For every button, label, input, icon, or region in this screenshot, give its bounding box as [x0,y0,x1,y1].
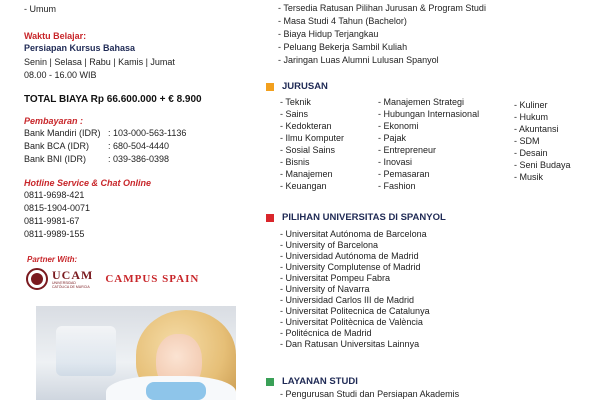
ucam-seal-icon [26,268,48,290]
campus-spain-logo: CAMPUS SPAIN [105,273,200,285]
ucam-logo-text: UCAM [52,268,94,282]
hotline-number: 0811-9698-421 [24,190,85,200]
list-item: - Universitat Pompeu Fabra [280,273,391,283]
list-item: - University of Navarra [280,284,370,294]
bank-row [24,128,186,139]
list-item: - Entrepreneur [378,145,437,155]
lab-student-photo [36,306,236,400]
universities-list [280,229,430,350]
bank-row [24,154,186,165]
list-item: - Universidad Carlos III de Madrid [280,295,415,305]
payment-heading: Pembayaran : [24,116,84,126]
bank-row [24,141,186,152]
schedule-days: Senin | Selasa | Rabu | Kamis | Jumat [24,57,175,67]
ucam-logo-subtext-2: CATÓLICA DE MURCIA [52,285,90,289]
schedule-title: Persiapan Kursus Bahasa [24,43,136,53]
list-item: - Akuntansi [514,124,559,134]
hotline-number: 0811-9989-155 [24,229,85,239]
list-item: - Pajak [378,133,407,143]
layanan-list [280,389,459,400]
list-item: - Bisnis [280,157,310,167]
list-item: - Manajemen Strategi [378,97,465,107]
list-item: - Universidad Autónoma de Madrid [280,251,419,261]
list-item: - Hukum [514,112,549,122]
ucam-logo-subtext: UNIVERSIDAD [52,281,76,285]
layanan-heading [266,376,358,387]
bank-account: : 039-386-0398 [108,154,170,164]
universities-heading [266,212,446,223]
list-item: - Keuangan [280,181,327,191]
list-item: - Peluang Bekerja Sambil Kuliah [278,42,408,52]
list-item: - Masa Studi 4 Tahun (Bachelor) [278,16,407,26]
list-item: - Biaya Hidup Terjangkau [278,29,379,39]
hotline-number: 0815-1904-0071 [24,203,91,213]
green-square-icon [266,378,274,386]
list-item: - Teknik [280,97,311,107]
list-item: - Tersedia Ratusan Pilihan Jurusan & Program Studi [278,3,486,13]
list-item: - Manajemen [280,169,333,179]
list-item: - Jaringan Luas Alumni Lulusan Spanyol [278,55,439,65]
list-item: - Fashion [378,181,416,191]
bank-name: Bank Mandiri (IDR) [24,128,101,138]
list-item: - Ekonomi [378,121,419,131]
ucam-logo [52,269,93,289]
list-item: - Kuliner [514,100,548,110]
list-item: - Dan Ratusan Universitas Lainnya [280,339,420,349]
list-item: - Universitat Politecnica de Catalunya [280,306,430,316]
list-item: - SDM [514,136,540,146]
jurusan-col-2 [378,96,479,192]
bank-account: : 103-000-563-1136 [108,128,187,138]
list-item: - Universitat Autónoma de Barcelona [280,229,427,239]
universities-title: PILIHAN UNIVERSITAS DI SPANYOL [282,212,446,223]
list-item: - Kedokteran [280,121,332,131]
list-item: - Musik [514,172,543,182]
total-cost: TOTAL BIAYA Rp 66.600.000 + € 8.900 [24,94,202,105]
schedule-hours: 08.00 - 16.00 WIB [24,70,97,80]
list-item: - Seni Budaya [514,160,571,170]
partner-logos [26,268,199,290]
list-item: - Hubungan Internasional [378,109,480,119]
list-item: - Politécnica de Madrid [280,328,372,338]
red-square-icon [266,214,274,222]
list-item: - Inovasi [378,157,413,167]
list-item: - University of Barcelona [280,240,379,250]
bank-list [24,128,186,165]
bank-account: : 680-504-4440 [108,141,170,151]
jurusan-col-1 [280,96,344,192]
list-item: - University Complutense of Madrid [280,262,421,272]
partner-heading: Partner With: [27,255,78,264]
list-item: - Sains [280,109,309,119]
list-item: - Ilmu Komputer [280,133,345,143]
list-item: - Pengurusan Studi dan Persiapan Akademis [280,389,460,399]
list-item: - Universitat Politècnica de València [280,317,423,327]
schedule-heading: Waktu Belajar: [24,31,87,41]
hotline-heading: Hotline Service & Chat Online [24,178,152,188]
hotline-number: 0811-9981-67 [24,216,80,226]
benefits-list [278,3,486,66]
layanan-title: LAYANAN STUDI [282,376,358,387]
list-item: - Sosial Sains [280,145,336,155]
jurusan-title: JURUSAN [282,81,328,92]
list-item: - Desain [514,148,548,158]
jurusan-heading [266,81,328,92]
jurusan-columns [280,96,600,196]
orange-square-icon [266,83,274,91]
category-umum: - Umum [24,4,56,14]
list-item: - Pemasaran [378,169,430,179]
bank-name: Bank BNI (IDR) [24,154,87,164]
jurusan-col-3 [514,99,571,183]
bank-name: Bank BCA (IDR) [24,141,90,151]
